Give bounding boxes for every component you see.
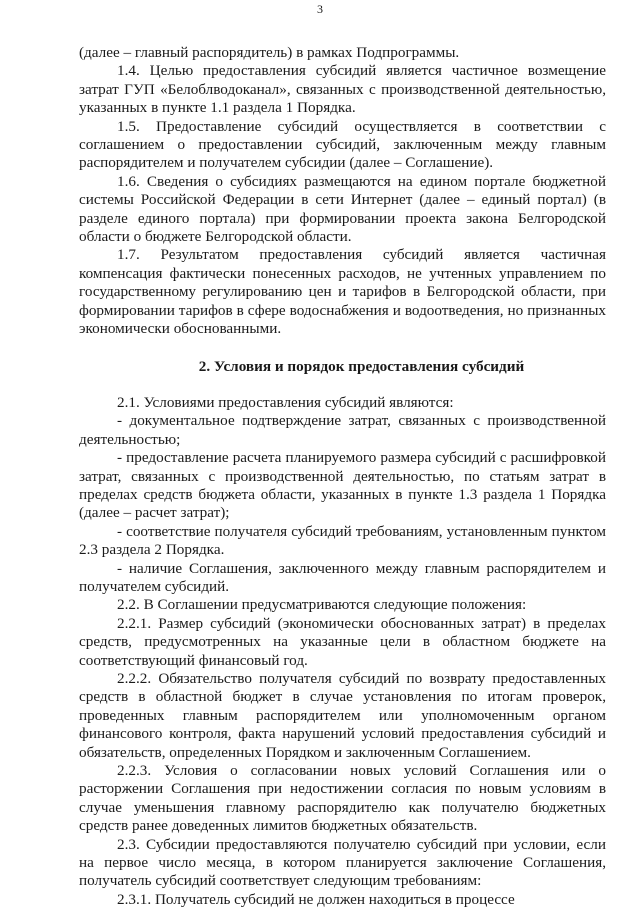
paragraph-2-2-3: 2.2.3. Условия о согласовании новых условий Соглашения или о расторжении Соглашения при недостижении согласия по новым условиям в случае уменьшения главному распорядителю как получателю бюджетных средств ранее доведенных лимитов бюджетных обязательств. xyxy=(79,762,606,835)
paragraph-1-6: 1.6. Сведения о субсидиях размещаются на едином портале бюджетной системы Российской Федерации в сети Интернет (далее – единый портал) (в разделе единого портала) при формировании проекта закона Белгородской области о бюджете Белгородской области. xyxy=(79,172,606,246)
paragraph-2-2: 2.2. В Соглашении предусматриваются следующие положения: xyxy=(117,596,527,614)
section-heading: 2. Условия и порядок предоставления субсидий xyxy=(198,357,525,375)
paragraph-1-7: 1.7. Результатом предоставления субсидий является частичная компенсация фактически понесенных расходов, не учтенных управлением по государственному регулированию цен и тарифов в Белгородской области, при формировании тарифов в сфере водоснабжения и водоотведения, но признанных экономически обоснованными. xyxy=(79,246,606,338)
list-item-agreement: - наличие Соглашения, заключенного между главным распорядителем и получателем субсидий. xyxy=(79,559,606,595)
paragraph-continuation: (далее – главный распорядитель) в рамках Подпрограммы. xyxy=(79,44,460,61)
paragraph-1-5: 1.5. Предоставление субсидий осуществляется в соответствии с соглашением о предоставлении субсидий, заключенным между главным распорядителем и получателем субсидии (далее – Соглашение). xyxy=(79,117,606,172)
document-body xyxy=(79,44,606,909)
paragraph-1-4: 1.4. Целью предоставления субсидий является частичное возмещение затрат ГУП «Белоблводоканал», связанных с производственной деятельностью, указанных в пункте 1.1 раздела 1 Порядка. xyxy=(79,62,606,117)
paragraph-2-3-1: 2.3.1. Получатель субсидий не должен находиться в процессе xyxy=(117,890,515,908)
paragraph-2-1: 2.1. Условиями предоставления субсидий являются: xyxy=(117,393,454,411)
paragraph-2-2-2: 2.2.2. Обязательство получателя субсидий по возврату предоставленных средств в областной бюджет в случае установления по итогам проверок, проведенных главным распорядителем или уполномоченным органом финансового контроля, факта нарушений условий предоставления субсидий и обязательств, определенных Порядком и заключенным Соглашением. xyxy=(79,670,606,761)
list-item-compliance: - соответствие получателя субсидий требованиям, установленным пунктом 2.3 раздела 2 Порядка. xyxy=(79,522,606,559)
page-number: 3 xyxy=(317,2,323,16)
list-item-documents: - документальное подтверждение затрат, связанных с производственной деятельностью; xyxy=(79,412,606,448)
paragraph-2-2-1: 2.2.1. Размер субсидий (экономически обоснованных затрат) в пределах средств, предусмотренных на указанные цели в областном бюджете на соответствующий финансовый год. xyxy=(79,614,606,669)
list-item-calculation: - предоставление расчета планируемого размера субсидий с расшифровкой затрат, связанных с производственной деятельностью, по статьям затрат в пределах средств бюджета области, указанных в пункте 1.3 раздела 1 Порядка (далее – расчет затрат); xyxy=(79,449,606,522)
paragraph-2-3: 2.3. Субсидии предоставляются получателю субсидий при условии, если на первое число месяца, в котором планируется заключение Соглашения, получатель субсидий соответствует следующим требованиям: xyxy=(79,835,606,890)
